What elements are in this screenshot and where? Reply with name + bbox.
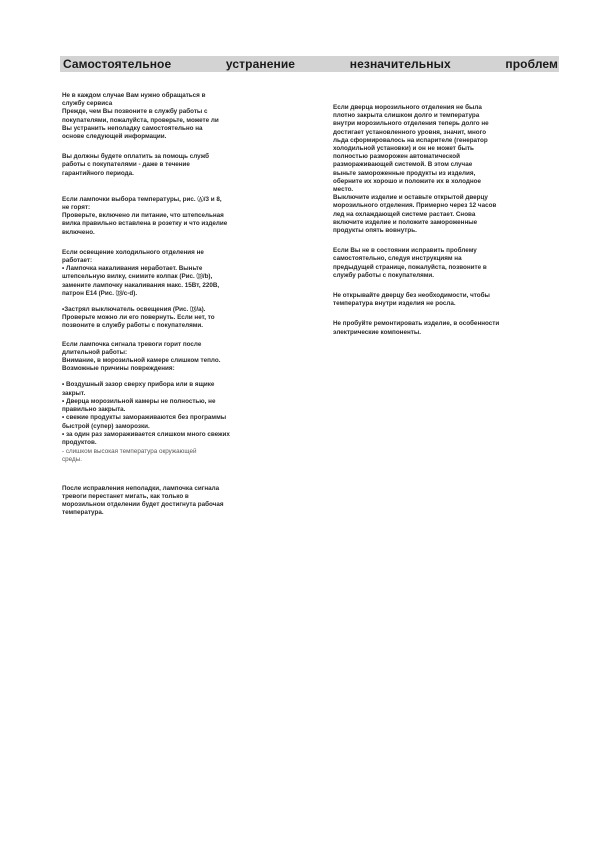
text-line: Внимание, в морозильной камере слишком тепло. <box>62 357 221 365</box>
text-line: Вы устранить неполадку самостоятельно на <box>62 124 203 132</box>
section-title-bar <box>60 56 559 72</box>
left-column <box>62 92 302 525</box>
text-line: правильно закрыта. <box>62 406 126 414</box>
text-line: покупателями, пожалуйста, проверьте, можете ли <box>62 116 219 124</box>
after-fix-paragraph <box>62 485 302 518</box>
text-line: самостоятельно, следуя инструкциям на <box>333 255 462 263</box>
text-line: - слишком высокая температура окружающей <box>62 448 197 456</box>
text-line: •Застрял выключатель освещения (Рис. Ⓓ/a). <box>62 306 206 314</box>
text-line: • Лампочка накаливания неработает. Выньте <box>62 265 203 273</box>
text-line: гарантийного периода. <box>62 169 134 177</box>
text-line: оберните их хорошо и положите их в холодное <box>333 177 482 185</box>
payment-note-paragraph <box>62 153 302 178</box>
text-line: выньте замороженные продукты из изделия, <box>333 169 476 177</box>
text-line: работы с покупателями - даже в течение <box>62 161 190 169</box>
line-gap <box>62 373 302 381</box>
text-line: место. <box>333 186 354 194</box>
door-open-paragraph <box>333 104 563 235</box>
text-line: • свежие продукты замораживаются без программы <box>62 414 227 422</box>
text-line: внутри морозильного отделения теперь долго не <box>333 120 489 128</box>
text-line: • Дверца морозильной камеры не полностью, не <box>62 397 216 405</box>
line-gap <box>62 298 302 306</box>
text-line: продукты опять вовнутрь. <box>333 227 417 235</box>
text-line: Не в каждом случае Вам нужно обращаться в <box>62 92 206 99</box>
text-line: позвоните в службу работы с покупателями. <box>62 322 204 330</box>
text-line: Если лампочки выбора температуры, рис. Ⓐ/3 и 8, <box>62 195 222 203</box>
ambient-temperature-note <box>62 448 302 464</box>
text-line: электрические компоненты. <box>333 328 422 336</box>
text-line: закрыт. <box>62 389 86 397</box>
service-intro-paragraph <box>62 92 302 141</box>
text-line: температура. <box>62 509 104 517</box>
text-line: штепсельную вилку, снимите колпак (Рис. Ⓓ/b), <box>62 273 213 281</box>
text-line: среды. <box>62 456 82 464</box>
text-line: Не открывайте дверцу без необходимости, чтобы <box>333 292 490 300</box>
temperature-lamps-paragraph <box>62 196 302 237</box>
fridge-light-paragraph <box>62 249 302 331</box>
text-line: Проверьте можно ли его повернуть. Если нет, то <box>62 314 215 322</box>
text-line: работает: <box>62 257 93 265</box>
text-line: Выключите изделие и оставьте открытой дверцу <box>333 194 488 202</box>
text-line: холодильной установки) и он не может быть <box>333 145 474 153</box>
text-line: Прежде, чем Вы позвоните в службу работы с <box>62 108 208 116</box>
text-line: температура внутри изделия не росла. <box>333 300 456 308</box>
text-line: Возможные причины повреждения: <box>62 365 175 373</box>
text-line: Если дверца морозильного отделения не была <box>333 104 482 111</box>
text-line: службу сервиса <box>62 100 113 108</box>
text-line: морозильном отделении будет достигнута рабочая <box>62 500 224 508</box>
keep-door-closed-paragraph <box>333 292 563 308</box>
text-line: включено. <box>62 228 95 236</box>
text-line: • Воздушный зазор сверху прибора или в ящике <box>62 381 215 389</box>
text-line: основе следующей информации. <box>62 133 167 141</box>
text-line: Если освещение холодильного отделения не <box>62 248 204 256</box>
text-line: предыдущей странице, пожалуйста, позвоните в <box>333 263 487 271</box>
text-line: полностью разморожен автоматической <box>333 153 460 161</box>
text-line: продуктов. <box>62 438 97 446</box>
section-title: Самостоятельное устранение незначительных проблем <box>63 57 558 71</box>
text-line: быстрой (супер) заморозки. <box>62 422 150 430</box>
text-line: Не пробуйте ремонтировать изделие, в особенности <box>333 320 500 328</box>
text-line: достигает установленного уровня, значит, много <box>333 128 487 136</box>
text-line: Проверьте, включено ли питание, что штепсельная <box>62 212 224 220</box>
text-line: плотно закрыта слишком долго и температура <box>333 112 480 120</box>
text-line: Если лампочка сигнала тревоги горит после <box>62 340 202 348</box>
text-line: размораживающей системой. В этом случае <box>333 161 473 169</box>
text-line: После исправления неполадки, лампочка сигнала <box>62 484 220 492</box>
text-line: патрон Е14 (Рис. Ⓓ/c-d). <box>62 289 138 297</box>
text-line: Если Вы не в состоянии исправить проблему <box>333 247 477 255</box>
text-line: вилка правильно вставлена в розетку и что изделие <box>62 220 228 228</box>
text-line: службу работы с покупателями. <box>333 271 435 279</box>
text-line: включите изделие и положите замороженные <box>333 218 478 226</box>
text-line: тревоги перестанет мигать, как только в <box>62 492 189 500</box>
right-column <box>333 104 563 345</box>
do-not-repair-paragraph <box>333 320 563 336</box>
text-line: Вы должны будете оплатить за помощь служб <box>62 153 210 161</box>
text-line: не горят: <box>62 204 91 212</box>
text-line: • за один раз замораживается слишком много свежих <box>62 430 230 438</box>
text-line: замените лампочку накаливания макс. 15Вт, 220В, <box>62 281 220 289</box>
contact-service-paragraph <box>333 247 563 280</box>
text-line: морозильного отделения. Примерно через 12 часов <box>333 202 497 210</box>
alarm-lamp-paragraph <box>62 341 302 447</box>
text-line: лед на охлаждающей системе растает. Снова <box>333 210 476 218</box>
text-line: льда сформировалось на испарителе (генератор <box>333 136 488 144</box>
text-line: длительной работы: <box>62 348 128 356</box>
